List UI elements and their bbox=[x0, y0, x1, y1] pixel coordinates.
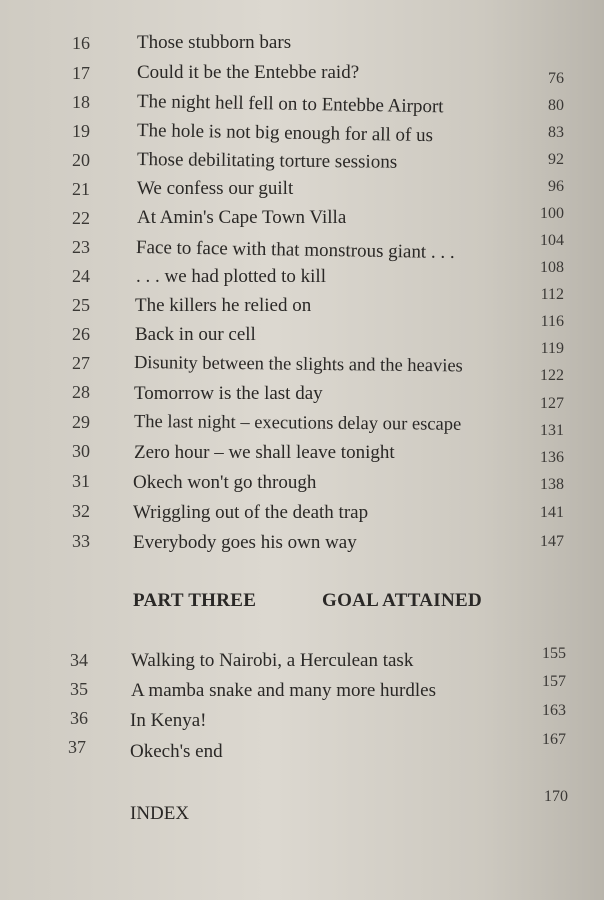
page-number: 100 bbox=[540, 205, 564, 222]
page-number: 163 bbox=[542, 702, 566, 719]
chapter-title: Everybody goes his own way bbox=[133, 532, 357, 553]
chapter-title: Tomorrow is the last day bbox=[134, 383, 323, 404]
chapter-title: Wriggling out of the death trap bbox=[133, 502, 369, 523]
chapter-number: 17 bbox=[72, 63, 90, 83]
chapter-title: The night hell fell on to Entebbe Airport bbox=[136, 91, 444, 118]
chapter-number: 18 bbox=[72, 92, 90, 112]
page-number: 167 bbox=[542, 731, 566, 748]
page-number: 127 bbox=[540, 395, 564, 412]
page-number: 131 bbox=[540, 422, 564, 439]
chapter-title: We confess our guilt bbox=[137, 178, 294, 199]
chapter-title: Could it be the Entebbe raid? bbox=[137, 62, 360, 83]
page-number: 119 bbox=[540, 340, 564, 357]
chapter-title: The last night – executions delay our escape bbox=[133, 412, 462, 435]
page-number: 136 bbox=[540, 449, 564, 466]
chapter-number: 32 bbox=[72, 501, 90, 521]
chapter-title: Okech won't go through bbox=[133, 472, 317, 493]
chapter-title: Face to face with that monstrous giant . . . bbox=[135, 237, 455, 264]
chapter-title: Disunity between the slights and the heavies bbox=[133, 353, 463, 377]
chapter-number: 25 bbox=[72, 295, 90, 315]
page-number: 147 bbox=[540, 533, 564, 550]
chapter-number: 36 bbox=[70, 708, 88, 728]
page-number: 108 bbox=[540, 259, 564, 276]
chapter-title: . . . we had plotted to kill bbox=[136, 266, 326, 287]
page-number: 112 bbox=[540, 286, 564, 303]
page-number: 83 bbox=[548, 124, 564, 141]
chapter-number: 29 bbox=[72, 412, 90, 432]
chapter-title: Back in our cell bbox=[135, 324, 256, 345]
chapter-number: 16 bbox=[72, 33, 90, 53]
chapter-title: The hole is not big enough for all of us bbox=[136, 120, 434, 147]
chapter-number: 20 bbox=[72, 150, 90, 170]
chapter-number: 19 bbox=[72, 121, 90, 141]
page-number: 155 bbox=[542, 645, 566, 662]
page-number: 141 bbox=[540, 504, 564, 521]
chapter-title: A mamba snake and many more hurdles bbox=[131, 680, 436, 701]
chapter-number: 26 bbox=[72, 324, 90, 344]
page-number: 157 bbox=[542, 673, 566, 690]
chapter-number: 24 bbox=[72, 266, 90, 286]
page-number: 116 bbox=[540, 313, 564, 330]
index-entry: INDEX bbox=[130, 803, 190, 824]
chapter-number: 30 bbox=[72, 441, 90, 461]
chapter-title: At Amin's Cape Town Villa bbox=[137, 207, 347, 228]
chapter-title: Walking to Nairobi, a Herculean task bbox=[131, 650, 414, 671]
chapter-title: Okech's end bbox=[130, 741, 223, 762]
chapter-number: 23 bbox=[72, 237, 90, 257]
chapter-title: Zero hour – we shall leave tonight bbox=[134, 442, 395, 463]
chapter-number: 35 bbox=[70, 679, 88, 699]
chapter-title: Those debilitating torture sessions bbox=[136, 149, 398, 173]
chapter-number: 37 bbox=[68, 737, 86, 757]
chapter-number: 33 bbox=[72, 531, 90, 551]
page-number: 122 bbox=[540, 367, 564, 384]
page-number: 96 bbox=[548, 178, 564, 195]
chapter-number: 27 bbox=[72, 353, 90, 373]
part-title: GOAL ATTAINED bbox=[322, 590, 482, 611]
chapter-title: In Kenya! bbox=[130, 710, 207, 731]
part-label: PART THREE bbox=[133, 590, 257, 611]
page-number: 170 bbox=[544, 788, 568, 805]
chapter-number: 34 bbox=[70, 650, 88, 670]
chapter-number: 31 bbox=[72, 471, 90, 491]
page-number: 138 bbox=[540, 476, 564, 493]
page-number: 104 bbox=[540, 232, 564, 249]
chapter-number: 28 bbox=[72, 382, 90, 402]
page-number: 80 bbox=[548, 97, 564, 114]
page-number: 76 bbox=[548, 70, 564, 87]
chapter-number: 22 bbox=[72, 208, 90, 228]
chapter-title: Those stubborn bars bbox=[137, 32, 292, 53]
chapter-number: 21 bbox=[72, 179, 90, 199]
page-number: 92 bbox=[548, 151, 564, 168]
chapter-title: The killers he relied on bbox=[135, 295, 312, 316]
